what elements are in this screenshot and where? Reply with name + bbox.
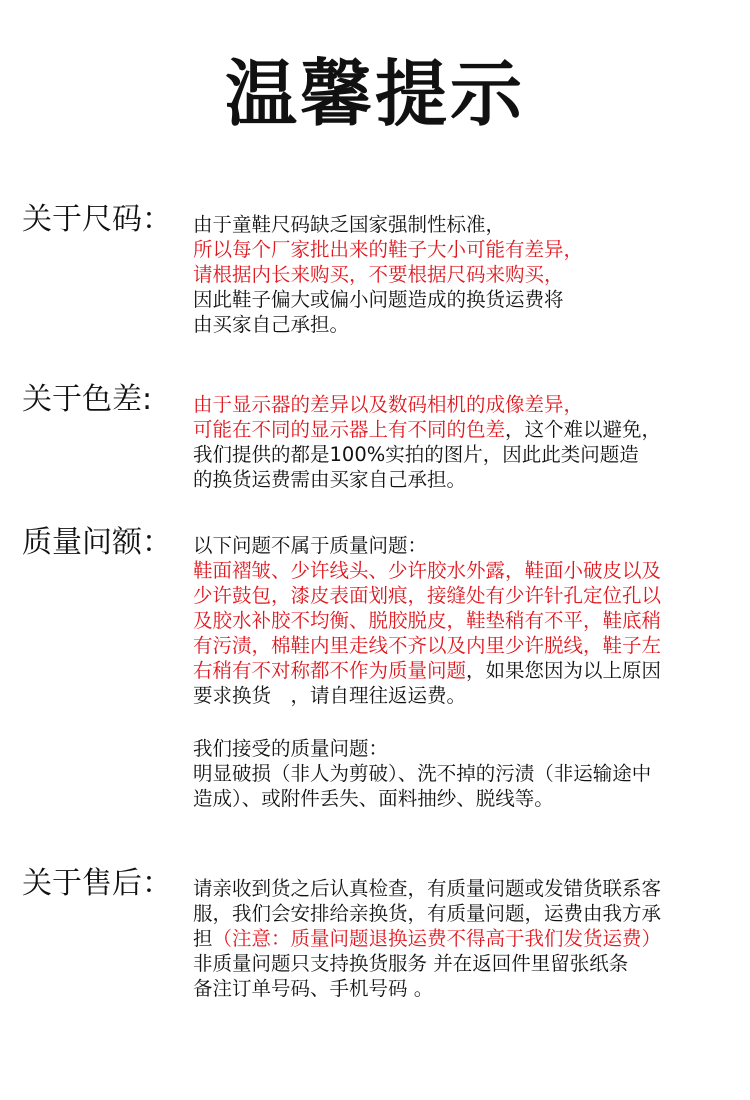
body-text: 因此鞋子偏大或偏小问题造成的换货运费将 bbox=[193, 288, 564, 311]
text-line bbox=[193, 951, 733, 976]
body-text: 我们接受的质量问题： bbox=[193, 737, 389, 760]
body-text: ，如果您因为以上原因 bbox=[466, 659, 662, 682]
body-text: 明显破损（非人为剪破）、洗不掉的污渍（非运输途中 bbox=[193, 762, 652, 785]
text-line bbox=[193, 658, 733, 683]
text-line bbox=[193, 876, 733, 901]
section-label: 质量问额： bbox=[22, 525, 172, 560]
text-line bbox=[193, 633, 733, 658]
body-text: 由于童鞋尺码缺乏国家强制性标准， bbox=[193, 213, 506, 236]
text-line bbox=[193, 212, 733, 237]
highlight-text: 请根据内长来购买，不要根据尺码来购买， bbox=[193, 263, 564, 286]
highlight-text: 有污渍，棉鞋内里走线不齐以及内里少许脱线，鞋子左 bbox=[193, 634, 662, 657]
text-line bbox=[193, 736, 733, 761]
text-line bbox=[193, 683, 733, 708]
body-text: 备注订单号码、手机号码 。 bbox=[193, 977, 434, 1000]
body-text: 造成）、或附件丢失、面料抽纱、脱线等。 bbox=[193, 787, 554, 810]
highlight-text: 可能在不同的显示器上有不同的色差 bbox=[193, 418, 506, 441]
section-label: 关于售后： bbox=[22, 866, 172, 901]
text-line bbox=[193, 583, 733, 608]
text-line bbox=[193, 976, 733, 1001]
text-line bbox=[193, 417, 733, 442]
section-body bbox=[193, 212, 733, 337]
text-line bbox=[193, 901, 733, 926]
highlight-text: 右稍有不对称都不作为质量问题 bbox=[193, 659, 467, 682]
body-text: 要求换货 ，请自理往返运费。 bbox=[193, 684, 467, 707]
body-text: 服，我们会安排给亲换货，有质量问题，运费由我方承 bbox=[193, 902, 662, 925]
highlight-text: 所以每个厂家批出来的鞋子大小可能有差异， bbox=[193, 238, 584, 261]
body-text: ，这个难以避免， bbox=[505, 418, 662, 441]
text-line bbox=[193, 287, 733, 312]
section-body bbox=[193, 876, 733, 1001]
highlight-text: 少许鼓包，漆皮表面划痕，接缝处有少许针孔定位孔以 bbox=[193, 584, 662, 607]
section-body bbox=[193, 533, 733, 811]
text-line bbox=[193, 926, 733, 951]
text-line bbox=[193, 558, 733, 583]
body-text: 担 bbox=[193, 927, 213, 950]
body-text: 由买家自己承担。 bbox=[193, 313, 350, 336]
text-line bbox=[193, 467, 733, 492]
text-line bbox=[193, 442, 733, 467]
highlight-text: 由于显示器的差异以及数码相机的成像差异， bbox=[193, 393, 584, 416]
highlight-text: 及胶水补胶不均衡、脱胶脱皮，鞋垫稍有不平，鞋底稍 bbox=[193, 609, 662, 632]
text-line bbox=[193, 761, 733, 786]
text-line bbox=[193, 312, 733, 337]
text-line bbox=[193, 608, 733, 633]
text-line bbox=[193, 786, 733, 811]
section-label: 关于尺码： bbox=[22, 202, 172, 237]
body-text: 请亲收到货之后认真检查，有质量问题或发错货联系客 bbox=[193, 877, 662, 900]
text-line bbox=[193, 262, 733, 287]
text-line bbox=[193, 392, 733, 417]
page-title: 温馨提示 bbox=[224, 52, 525, 136]
body-text: 我们提供的都是100%实拍的图片，因此此类问题造 bbox=[193, 443, 639, 466]
highlight-text: 鞋面褶皱、少许线头、少许胶水外露，鞋面小破皮以及 bbox=[193, 559, 662, 582]
section-label: 关于色差: bbox=[22, 382, 153, 417]
section-body bbox=[193, 392, 733, 492]
text-line bbox=[193, 533, 733, 558]
highlight-text: （注意：质量问题退换运费不得高于我们发货运费） bbox=[212, 927, 662, 950]
text-line bbox=[193, 237, 733, 262]
body-text: 以下问题不属于质量问题： bbox=[193, 534, 428, 557]
body-text: 非质量问题只支持换货服务 并在返回件里留张纸条 bbox=[193, 952, 629, 975]
body-text: 的换货运费需由买家自己承担。 bbox=[193, 468, 467, 491]
